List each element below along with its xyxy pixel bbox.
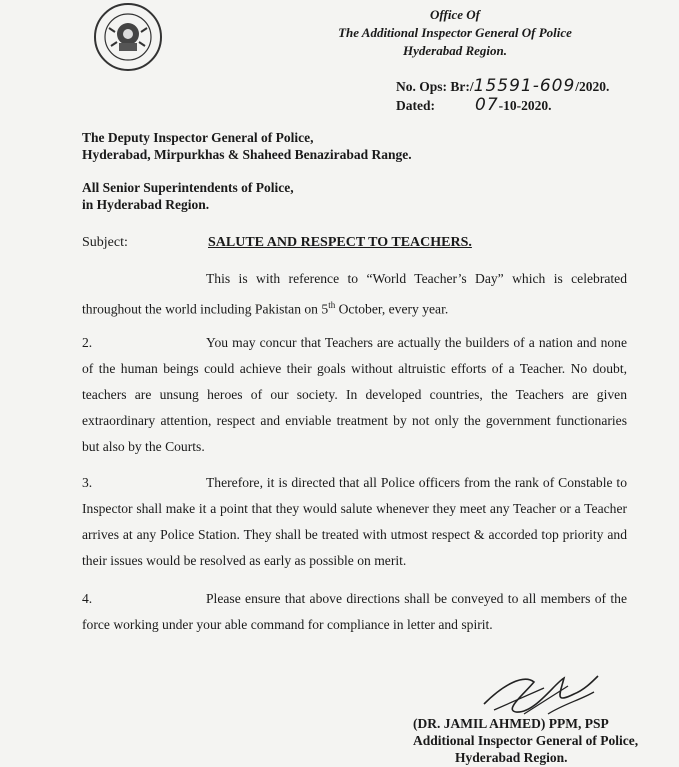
paragraph-4-number: 4. xyxy=(82,591,93,606)
office-line-3: Hyderabad Region. xyxy=(403,43,507,58)
reference-number-row xyxy=(396,78,609,95)
paragraph-1-text-b: October, every year. xyxy=(335,301,449,317)
office-line-2: The Additional Inspector General Of Police xyxy=(338,25,572,40)
sindh-police-seal-logo xyxy=(93,2,163,72)
paragraph-3-text: Therefore, it is directed that all Police officers from the rank of Constable to Inspector shall make it a point that they would salute whenever they meet any Teacher or a Teacher arrives at any Police Station. They shall be treated with utmost respect & accorded top priority and their issues would be resolved as early as possible on merit. xyxy=(82,475,627,568)
office-header xyxy=(300,6,610,60)
paragraph-1 xyxy=(82,266,627,323)
addressee-dig-line2: Hyderabad, Mirpurkhas & Shaheed Benazirabad Range. xyxy=(82,147,412,162)
signatory-title-line1: Additional Inspector General of Police, xyxy=(413,733,639,748)
office-line-1: Office Of xyxy=(430,7,480,22)
reference-block xyxy=(396,78,609,114)
reference-number-handwritten: 15591-609 xyxy=(473,76,576,96)
signatory-name: (DR. JAMIL AHMED) PPM, PSP xyxy=(413,716,609,731)
paragraph-1-sup: th xyxy=(328,300,336,310)
addressee-dig xyxy=(82,129,412,163)
paragraph-3-number: 3. xyxy=(82,475,93,490)
paragraph-4 xyxy=(82,586,627,638)
addressee-ssp-line2: in Hyderabad Region. xyxy=(82,197,210,212)
paragraph-1-text-a: This is with reference to “World Teacher’s Day” which is celebrated throughout the world including Pakistan on 5 xyxy=(82,271,627,317)
addressee-ssp-line1: All Senior Superintendents of Police, xyxy=(82,180,294,195)
reference-number-label: No. Ops: Br:/ xyxy=(396,79,474,94)
paragraph-2-text: You may concur that Teachers are actually the builders of a nation and none of the human beings could achieve their goals without altruistic efforts of a Teacher. No doubt, teachers are unsung heroes of our society. In developed countries, the Teachers are given extraordinary attention, respect and enviable treatment by not only the government functionaries but also by the Courts. xyxy=(82,335,627,454)
paragraph-4-text: Please ensure that above directions shall be conveyed to all members of the force working under your able command for compliance in letter and spirit. xyxy=(82,591,627,632)
dated-row xyxy=(396,97,609,114)
dated-day-handwritten: 07 xyxy=(475,95,499,115)
paragraph-3 xyxy=(82,470,627,574)
subject-label: Subject: xyxy=(82,235,128,250)
paragraph-2 xyxy=(82,330,627,460)
paragraph-2-number: 2. xyxy=(82,335,93,350)
addressee-dig-line1: The Deputy Inspector General of Police, xyxy=(82,130,314,145)
subject-title: SALUTE AND RESPECT TO TEACHERS. xyxy=(208,235,472,250)
reference-number-year: /2020. xyxy=(575,79,610,94)
dated-label: Dated: xyxy=(396,98,435,113)
addressee-ssp xyxy=(82,179,294,213)
signatory-title-line2: Hyderabad Region. xyxy=(455,750,568,765)
signature-block xyxy=(413,715,663,766)
dated-rest: -10-2020. xyxy=(498,98,552,113)
